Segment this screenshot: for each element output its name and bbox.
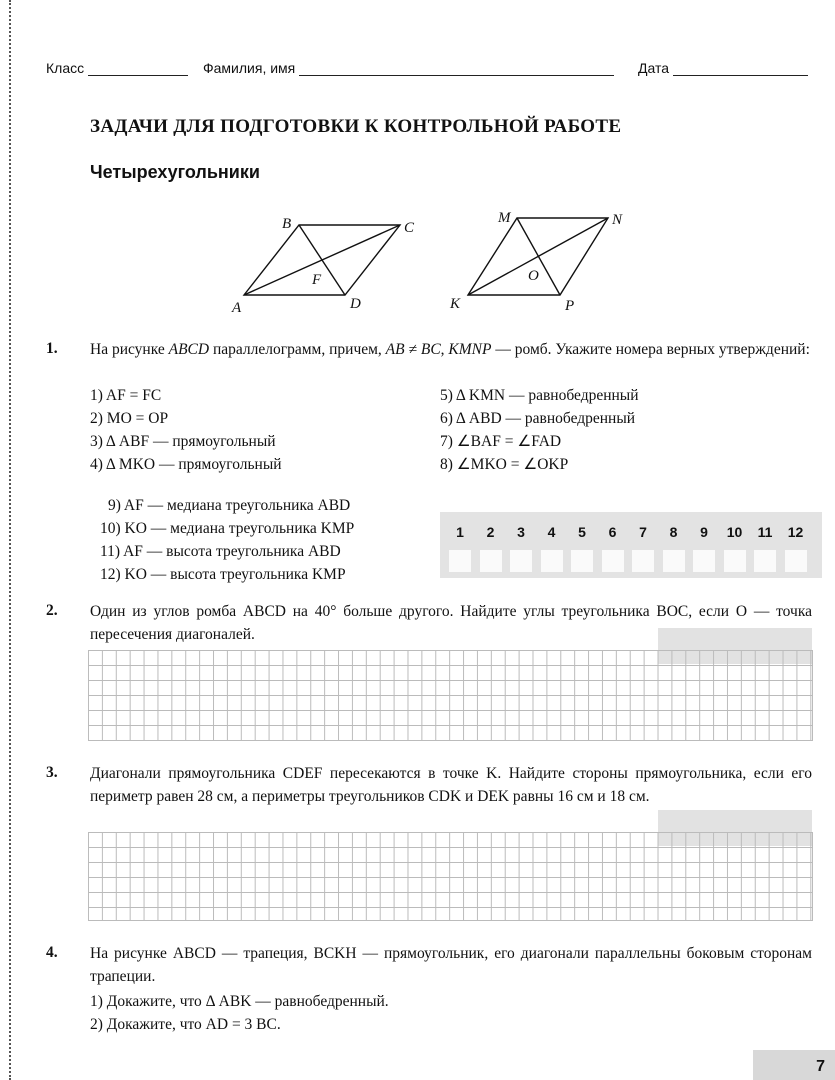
figures [220, 200, 640, 320]
option-7: 7) ∠BAF = ∠FAD [440, 433, 562, 450]
parallelogram-figure [244, 225, 400, 295]
date-field[interactable] [638, 60, 808, 76]
option-1: 1) AF = FC [90, 387, 162, 404]
answer-number: 10 [726, 524, 743, 540]
answer-number: 6 [608, 524, 617, 540]
answer-cell[interactable] [541, 550, 563, 572]
label-N: N [612, 212, 623, 228]
answer-cell[interactable] [754, 550, 776, 572]
problem-2-text: Один из углов ромба ABCD на 40° больше другого. Найдите углы треугольника BOC, если O — точка пересечения диагоналей. [90, 603, 812, 643]
label-P: P [565, 298, 575, 314]
problem-4-number: 4. [46, 944, 58, 961]
name-label: Фамилия, имя [203, 60, 296, 76]
date-label: Дата [638, 60, 670, 76]
answer-number: 7 [639, 524, 647, 540]
problem-3-number: 3. [46, 764, 58, 781]
problem-4-text: На рисунке ABCD — трапеция, BCKH — прямоугольник, его диагонали параллельны боковым сторонам трапеции. [90, 945, 812, 985]
label-K: K [450, 296, 461, 312]
class-label: Класс [46, 60, 85, 76]
answer-number: 1 [456, 524, 464, 540]
part-1: 1) Докажите, что Δ ABK — равнобедренный. [90, 993, 389, 1010]
answer-number: 9 [700, 524, 708, 540]
option-2: 2) MO = OP [90, 410, 169, 427]
problem-2-number: 2. [46, 602, 58, 619]
option-12: 12) KO — высота треугольника KMP [100, 566, 346, 583]
answer-cell[interactable] [510, 550, 532, 572]
option-5: 5) Δ KMN — равнобедренный [440, 387, 639, 404]
answer-grid [440, 512, 822, 578]
label-M: M [498, 210, 511, 226]
answer-cell[interactable] [632, 550, 654, 572]
problem-1-number: 1. [46, 340, 58, 357]
problem-3-text: Диагонали прямоугольника CDEF пересекаются в точке K. Найдите стороны прямоугольника, если его периметр равен 28 см, а периметры треугольников CDK и DEK равны 16 см и 18 см. [90, 765, 812, 805]
cut-line [9, 0, 11, 1080]
label-B: B [282, 216, 292, 232]
option-10: 10) KO — медиана треугольника KMP [100, 520, 355, 537]
answer-cell[interactable] [571, 550, 593, 572]
problem-1-text: На рисунке ABCD параллелограмм, причем, AB ≠ BC, KMNP — ромб. Укажите номера верных утверждений: [90, 341, 810, 358]
answer-cell[interactable] [480, 550, 502, 572]
work-grid-2[interactable] [88, 650, 813, 741]
work-grid-3[interactable] [88, 832, 813, 921]
answer-cell[interactable] [693, 550, 715, 572]
name-field[interactable] [203, 60, 614, 76]
label-D: D [350, 296, 361, 312]
answer-cell[interactable] [663, 550, 685, 572]
answer-number: 12 [787, 524, 804, 540]
page-number-box [753, 1050, 835, 1080]
label-F: F [312, 272, 322, 288]
option-9: 9) AF — медиана треугольника ABD [108, 497, 351, 514]
label-A: A [232, 300, 242, 316]
option-11: 11) AF — высота треугольника ABD [100, 543, 341, 560]
answer-number: 4 [547, 524, 556, 540]
option-3: 3) Δ ABF — прямоугольный [90, 433, 276, 450]
answer-number: 11 [757, 524, 773, 540]
option-6: 6) Δ ABD — равнобедренный [440, 410, 636, 427]
option-4: 4) Δ MKO — прямоугольный [90, 456, 282, 473]
label-O: O [528, 268, 539, 284]
answer-cell[interactable] [724, 550, 746, 572]
answer-number: 5 [578, 524, 586, 540]
answer-cell[interactable] [449, 550, 471, 572]
answer-number: 2 [486, 524, 495, 540]
answer-number: 8 [669, 524, 678, 540]
answer-cell[interactable] [602, 550, 624, 572]
part-2: 2) Докажите, что AD = 3 BC. [90, 1016, 281, 1033]
class-field[interactable] [46, 60, 188, 76]
section-title: Четырехугольники [90, 162, 260, 182]
page-number: 7 [816, 1058, 825, 1075]
answer-number: 3 [517, 524, 525, 540]
option-8: 8) ∠MKO = ∠OKP [440, 456, 569, 473]
label-C: C [404, 220, 415, 236]
answer-cell[interactable] [785, 550, 807, 572]
page-title: ЗАДАЧИ ДЛЯ ПОДГОТОВКИ К КОНТРОЛЬНОЙ РАБОТЕ [90, 116, 622, 137]
